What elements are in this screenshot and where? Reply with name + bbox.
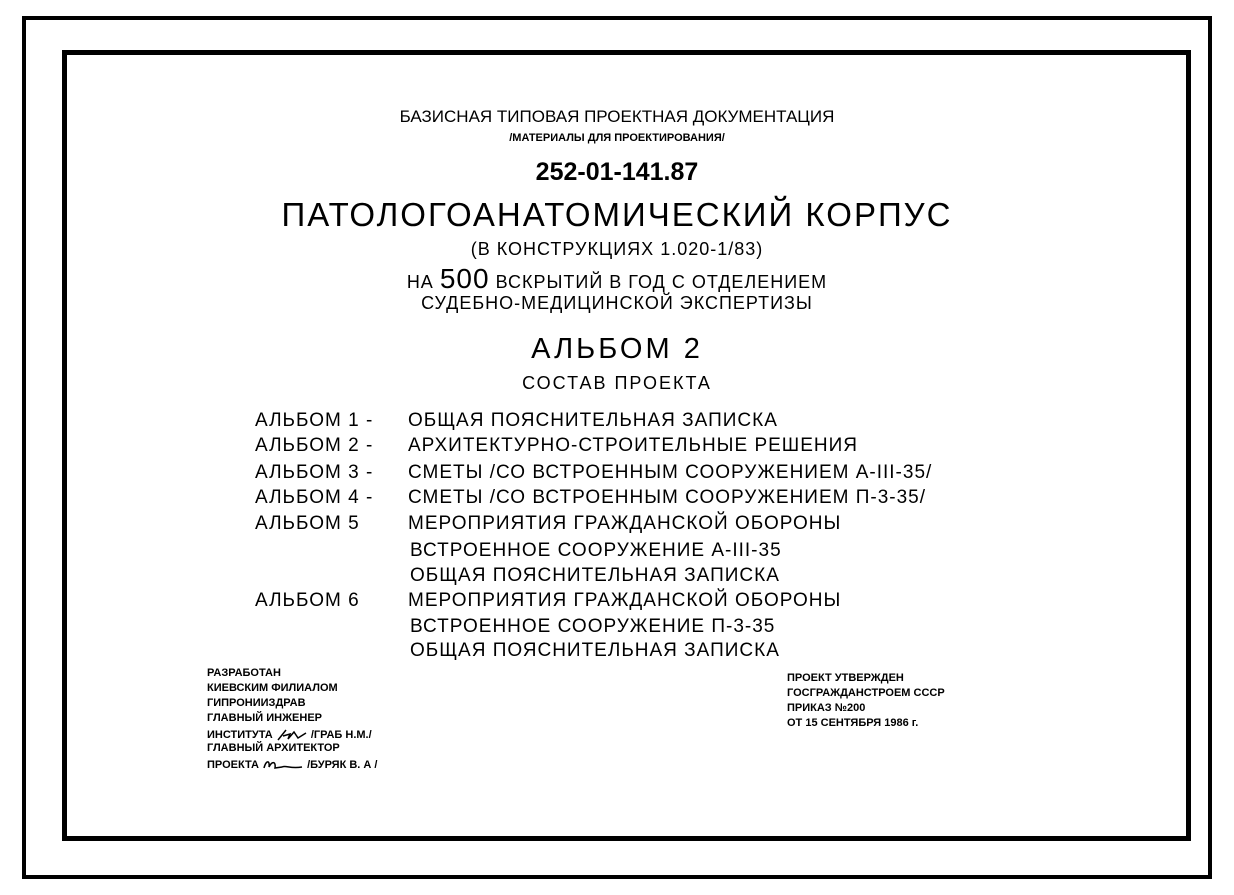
composition-text: АРХИТЕКТУРНО-СТРОИТЕЛЬНЫЕ РЕШЕНИЯ <box>408 435 858 456</box>
composition-text: ОБЩАЯ ПОЯСНИТЕЛЬНАЯ ЗАПИСКА <box>408 410 778 431</box>
composition-album: АЛЬБОМ 5 <box>255 513 360 534</box>
composition-album: АЛЬБОМ 3 - <box>255 462 374 483</box>
composition-album: АЛЬБОМ 1 - <box>255 410 374 431</box>
composition-row <box>255 436 858 455</box>
engineer-signature-icon <box>276 728 308 742</box>
composition-continuation: ОБЩАЯ ПОЯСНИТЕЛЬНАЯ ЗАПИСКА <box>410 640 780 661</box>
engineer-name: /ГРАБ Н.М./ <box>310 728 372 741</box>
department-line: СУДЕБНО-МЕДИЦИНСКОЙ ЭКСПЕРТИЗЫ <box>421 293 813 313</box>
composition-album: АЛЬБОМ 2 - <box>255 435 374 456</box>
developer-line: ГИПРОНИИЗДРАВ <box>207 697 306 709</box>
composition-row <box>255 463 932 482</box>
construction-note: (В КОНСТРУКЦИЯХ 1.020-1/83) <box>470 239 764 259</box>
approval-line: ПРОЕКТ УТВЕРЖДЕН <box>787 672 904 684</box>
album-number: АЛЬБОМ 2 <box>531 333 703 365</box>
doc-type-heading: БАЗИСНАЯ ТИПОВАЯ ПРОЕКТНАЯ ДОКУМЕНТАЦИЯ <box>399 107 835 126</box>
composition-text: СМЕТЫ /СО ВСТРОЕННЫМ СООРУЖЕНИЕМ А-III-35/ <box>408 462 933 483</box>
composition-text: МЕРОПРИЯТИЯ ГРАЖДАНСКОЙ ОБОРОНЫ <box>408 590 842 611</box>
composition-row <box>255 591 841 610</box>
capacity-prefix: НА <box>406 272 434 292</box>
developer-line: ГЛАВНЫЙ ИНЖЕНЕР <box>207 712 322 724</box>
architect-title: ГЛАВНЫЙ АРХИТЕКТОР <box>207 742 340 754</box>
composition-text: МЕРОПРИЯТИЯ ГРАЖДАНСКОЙ ОБОРОНЫ <box>408 513 842 534</box>
capacity-number: 500 <box>439 263 490 294</box>
composition-row <box>255 411 778 430</box>
composition-title: СОСТАВ ПРОЕКТА <box>522 373 712 393</box>
engineer-line <box>207 728 372 742</box>
developer-line: КИЕВСКИМ ФИЛИАЛОМ <box>207 682 338 694</box>
project-code: 252-01-141.87 <box>535 158 699 186</box>
capacity-suffix: ВСКРЫТИЙ В ГОД С ОТДЕЛЕНИЕМ <box>495 272 828 292</box>
architect-prefix: ПРОЕКТА <box>207 758 259 771</box>
composition-row <box>255 488 926 507</box>
developer-line: РАЗРАБОТАН <box>207 667 281 679</box>
composition-row <box>255 514 841 533</box>
capacity-line <box>0 265 1234 293</box>
approval-line: ОТ 15 СЕНТЯБРЯ 1986 г. <box>787 717 919 729</box>
engineer-prefix: ИНСТИТУТА <box>207 728 273 741</box>
approval-line: ПРИКАЗ №200 <box>787 702 866 714</box>
architect-line <box>207 758 377 772</box>
approval-line: ГОСГРАЖДАНСТРОЕМ СССР <box>787 687 945 699</box>
composition-album: АЛЬБОМ 4 - <box>255 487 374 508</box>
composition-continuation: ОБЩАЯ ПОЯСНИТЕЛЬНАЯ ЗАПИСКА <box>410 565 780 586</box>
architect-signature-icon <box>262 758 304 772</box>
composition-continuation: ВСТРОЕННОЕ СООРУЖЕНИЕ А-III-35 <box>410 540 782 561</box>
composition-text: СМЕТЫ /СО ВСТРОЕННЫМ СООРУЖЕНИЕМ П-3-35/ <box>408 487 927 508</box>
architect-name: /БУРЯК В. А / <box>307 758 378 771</box>
project-title: ПАТОЛОГОАНАТОМИЧЕСКИЙ КОРПУС <box>281 196 953 233</box>
composition-continuation: ВСТРОЕННОЕ СООРУЖЕНИЕ П-3-35 <box>410 616 776 637</box>
doc-materials-note: /МАТЕРИАЛЫ ДЛЯ ПРОЕКТИРОВАНИЯ/ <box>509 132 725 144</box>
composition-album: АЛЬБОМ 6 <box>255 590 360 611</box>
